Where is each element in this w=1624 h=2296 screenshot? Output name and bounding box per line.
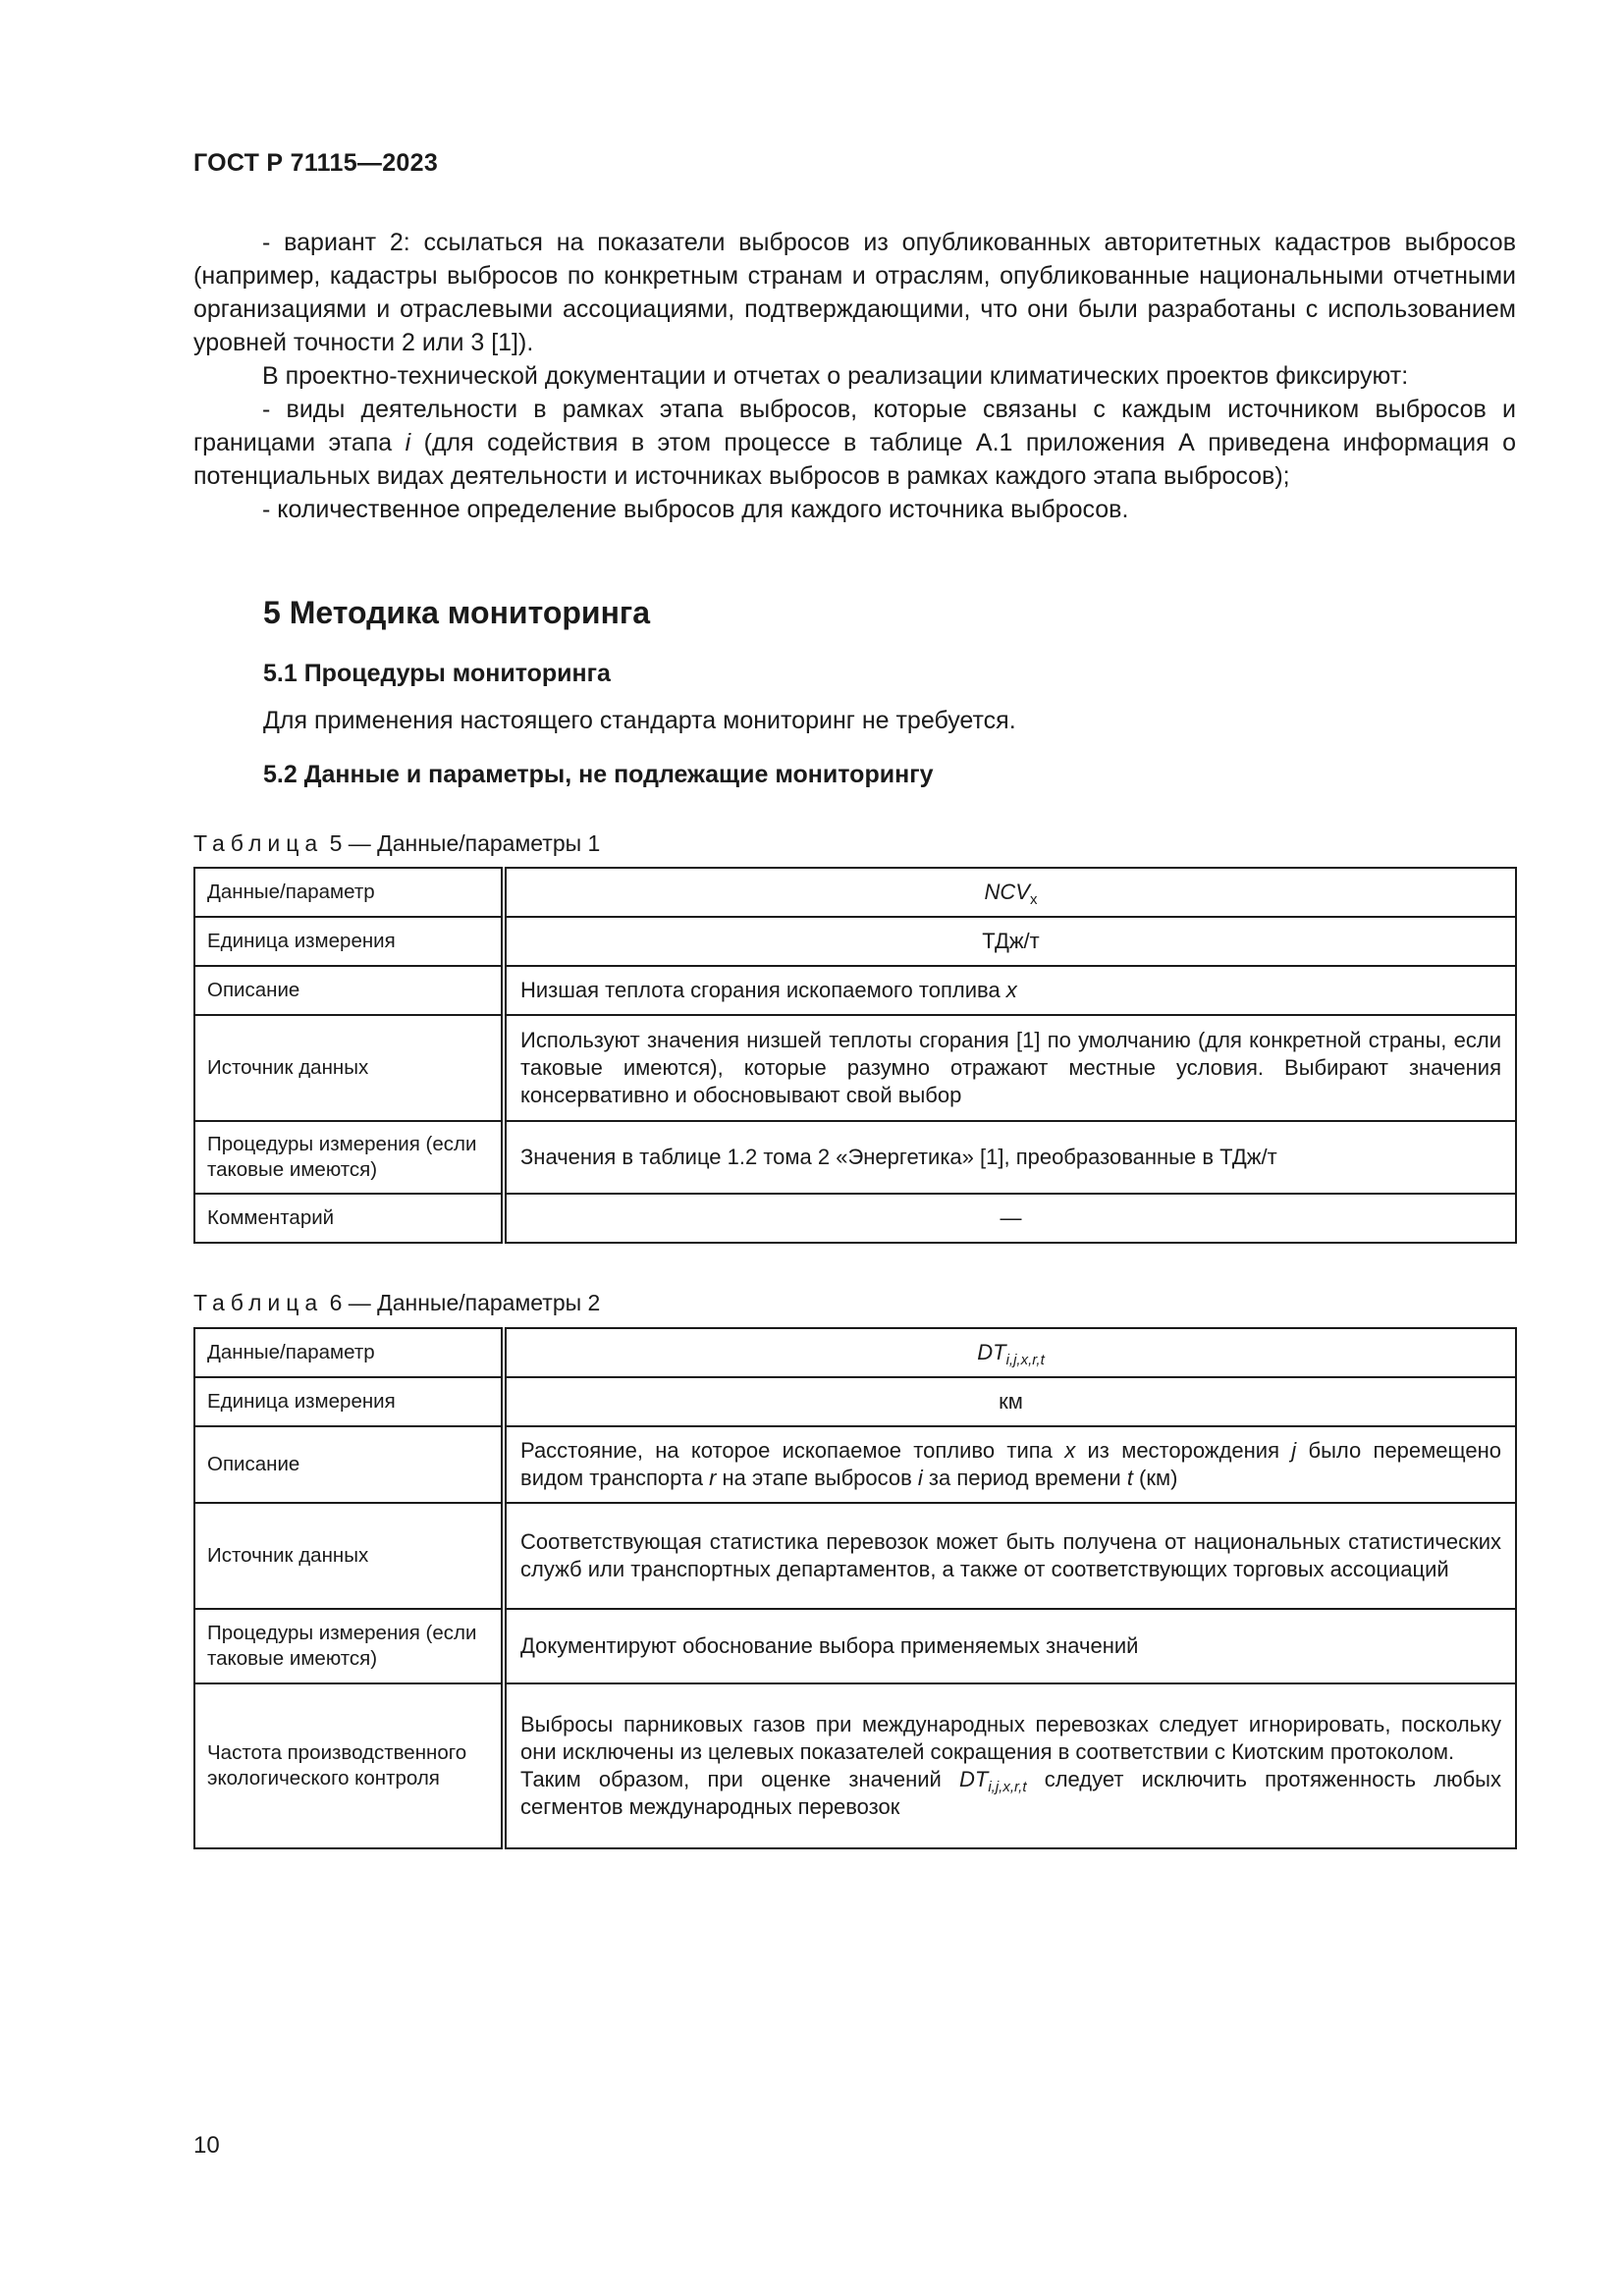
intro-text [193, 226, 1516, 526]
table-row: Процедуры измерения (если таковые имеются) Документируют обоснование выбора применяемых значений [194, 1609, 1516, 1683]
table-caption: Таблица 6 — Данные/параметры 2 [193, 1290, 601, 1315]
table-row: Описание Расстояние, на которое ископаемое топливо типа x из месторождения j было перемещено видом транспорта r на этапе выбросов i за период времени t (км) [194, 1426, 1516, 1503]
paragraph: - вариант 2: ссылаться на показатели выбросов из опубликованных авторитетных кадастров выбросов (например, кадастры выбросов по конкретным странам и отраслям, опубликованные национальными отчетными организациями и отраслевыми ассоциациями, подтверждающими, что они были разработаны с использованием уровней точности 2 или 3 [1]). [193, 229, 1516, 356]
table-row: Единица измерения ТДж/т [194, 917, 1516, 966]
table-row: Процедуры измерения (если таковые имеются) Значения в таблице 1.2 тома 2 «Энергетика» [1], преобразованные в ТДж/т [194, 1121, 1516, 1194]
table-row: Данные/параметр $NCV_x$ [194, 868, 1516, 917]
subsection-title: 5.1 Процедуры мониторинга [263, 660, 611, 687]
table-row: Описание Низшая теплота сгорания ископаемого топлива x [194, 966, 1516, 1015]
table-row: Единица измерения км [194, 1377, 1516, 1426]
paragraph: - виды деятельности в рамках этапа выбросов, которые связаны с каждым источником выбросов и границами этапа i (для содействия в этом процессе в таблице А.1 приложения А приведена информация о потенциальных видах деятельности и источниках выбросов в рамках каждого этапа выбросов); [193, 396, 1516, 490]
table-row: Частота производственного экологического контроля Выбросы парниковых газов при международных перевозках следует игнорировать, поскольку они исключены из целевых показателей сокращения в соответствии с Киотским протоколом. Таким образом, при оценке значений $DT_{i,j,x,r,t}$ следует исключить протяженность любых сегментов международных перевозок [194, 1683, 1516, 1848]
document-header: ГОСТ Р 71115—2023 [193, 149, 439, 177]
table-row: Комментарий — [194, 1194, 1516, 1243]
paragraph: В проектно-технической документации и отчетах о реализации климатических проектов фиксируют: [262, 362, 1409, 390]
page-number: 10 [193, 2132, 220, 2159]
data-table [193, 1327, 1517, 1849]
table-row: Данные/параметр $DT_{i,j,x,r,t}$ [194, 1328, 1516, 1377]
data-table [193, 867, 1517, 1244]
subsection-title: 5.2 Данные и параметры, не подлежащие мониторингу [263, 761, 934, 788]
paragraph: Для применения настоящего стандарта мониторинг не требуется. [263, 707, 1016, 734]
table-row: Источник данных Соответствующая статистика перевозок может быть получена от национальных статистических служб или транспортных департаментов, а также от соответствующих торговых ассоциаций [194, 1503, 1516, 1609]
paragraph: - количественное определение выбросов для каждого источника выбросов. [262, 496, 1129, 523]
section-title: 5 Методика мониторинга [263, 595, 651, 630]
table-caption: Таблица 5 — Данные/параметры 1 [193, 830, 601, 856]
table-row: Источник данных Используют значения низшей теплоты сгорания [1] по умолчанию (для конкретной страны, если таковые имеются), которые разумно отражают местные условия. Выбирают значения консервативно и обосновывают свой выбор [194, 1015, 1516, 1121]
